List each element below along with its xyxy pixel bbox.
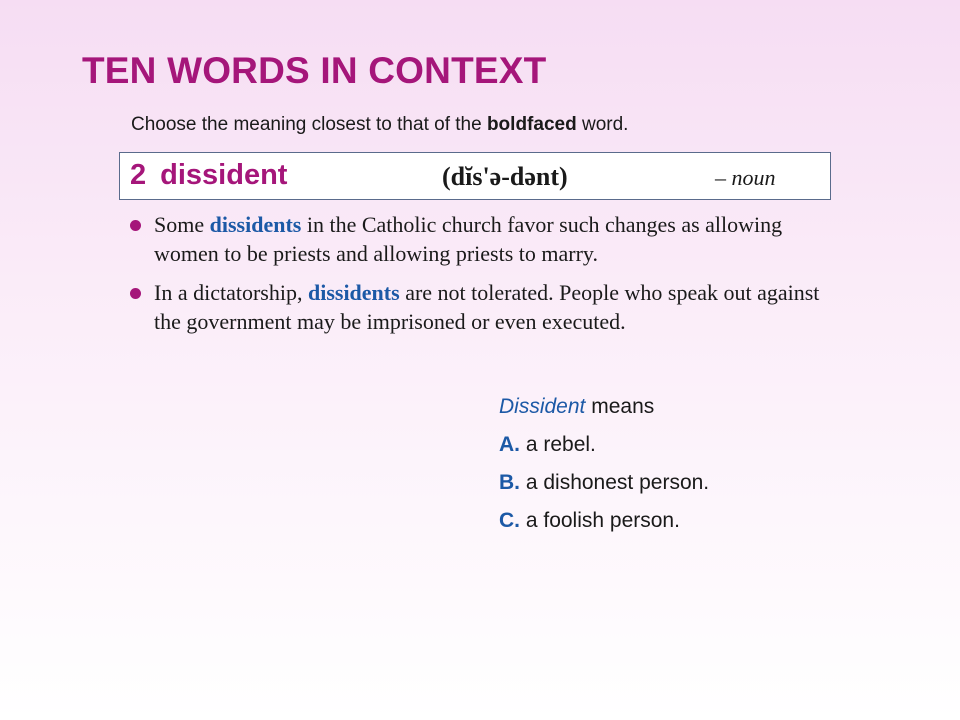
example-sentence-2 bbox=[128, 278, 848, 336]
instruction-text bbox=[131, 114, 628, 136]
page-title: TEN WORDS IN CONTEXT bbox=[82, 50, 547, 91]
option-b-text: a dishonest person. bbox=[525, 471, 710, 494]
option-c-text: a foolish person. bbox=[525, 509, 680, 532]
bullet-icon bbox=[130, 220, 141, 231]
option-a[interactable] bbox=[499, 426, 709, 464]
example-sentence-1 bbox=[128, 210, 848, 268]
question-term: Dissident bbox=[499, 395, 586, 418]
option-b[interactable] bbox=[499, 464, 709, 502]
word-text: dissident bbox=[160, 159, 288, 191]
word-part-of-speech: – noun bbox=[715, 165, 776, 190]
option-a-text: a rebel. bbox=[525, 433, 596, 456]
sentence-1-highlight: dissidents bbox=[209, 212, 302, 237]
question-means: means bbox=[591, 395, 655, 418]
sentence-1-before: Some bbox=[154, 212, 205, 237]
option-b-letter: B. bbox=[499, 471, 520, 494]
option-a-letter: A. bbox=[499, 433, 520, 456]
instruction-after: word. bbox=[581, 114, 629, 135]
answer-options bbox=[499, 388, 709, 540]
sentence-2-before: In a dictatorship, bbox=[154, 280, 303, 305]
example-sentences bbox=[128, 210, 848, 346]
bullet-icon bbox=[130, 288, 141, 299]
word-heading bbox=[130, 159, 287, 192]
sentence-1-after: in the Catholic church favor such changes as allowing women to be priests and allowing priests to marry. bbox=[154, 212, 783, 266]
word-number: 2 bbox=[130, 159, 147, 191]
word-pronunciation: (dĭs'ə-dənt) bbox=[442, 162, 568, 191]
instruction-before: Choose the meaning closest to that of the bbox=[131, 114, 482, 135]
question-prompt bbox=[499, 388, 709, 426]
option-c[interactable] bbox=[499, 502, 709, 540]
instruction-bold: boldfaced bbox=[486, 114, 577, 135]
option-c-letter: C. bbox=[499, 509, 520, 532]
sentence-2-highlight: dissidents bbox=[307, 280, 400, 305]
vocab-word-box bbox=[119, 152, 831, 200]
sentence-2-after: are not tolerated. People who speak out against the government may be imprisoned or even executed. bbox=[154, 280, 820, 334]
